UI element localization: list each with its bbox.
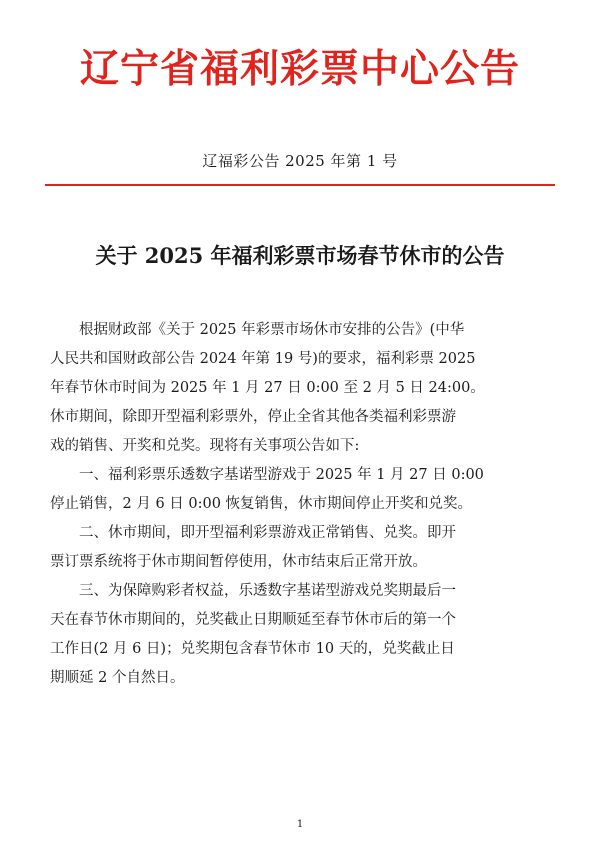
paragraph-item-3: 三、为保障购彩者权益，乐透数字基诺型游戏兑奖期最后一 天在春节休市期间的，兑奖截止日期顺延至春节休市后的第一个 工作日(2 月 6 日)；兑奖期包含春节休市 10 天的，兑奖截止日 期顺延 2 个自然日。 — [50, 583, 456, 686]
notice-title: 关于 2025 年福利彩票市场春节休市的公告 — [95, 243, 505, 268]
red-divider-line — [45, 184, 555, 186]
paragraph-item-2: 二、休市期间，即开型福利彩票游戏正常销售、兑奖。即开 票订票系统将于休市期间暂停使用，休市结束后正常开放。 — [50, 525, 456, 570]
paragraph-intro: 根据财政部《关于 2025 年彩票市场休市安排的公告》(中华 人民共和国财政部公告 2024 年第 19 号)的要求，福利彩票 2025 年春节休市时间为 2025 年 1 月 27 日 0:00 至 2 月 5 日 24:00。 休市期间，除即开型福利彩票外，停止全省其他各类福利彩票游 戏的销售、开奖和兑奖。现将有关事项公告如下: — [50, 322, 485, 454]
page-number: 1 — [296, 819, 304, 830]
paragraph-item-1: 一、福利彩票乐透数字基诺型游戏于 2025 年 1 月 27 日 0:00 停止销售，2 月 6 日 0:00 恢复销售，休市期间停止开奖和兑奖。 — [50, 467, 484, 512]
notice-body — [50, 316, 560, 693]
document-number: 辽福彩公告 2025 年第 1 号 — [202, 152, 398, 170]
issuer-header-title: 辽宁省福利彩票中心公告 — [79, 47, 520, 92]
